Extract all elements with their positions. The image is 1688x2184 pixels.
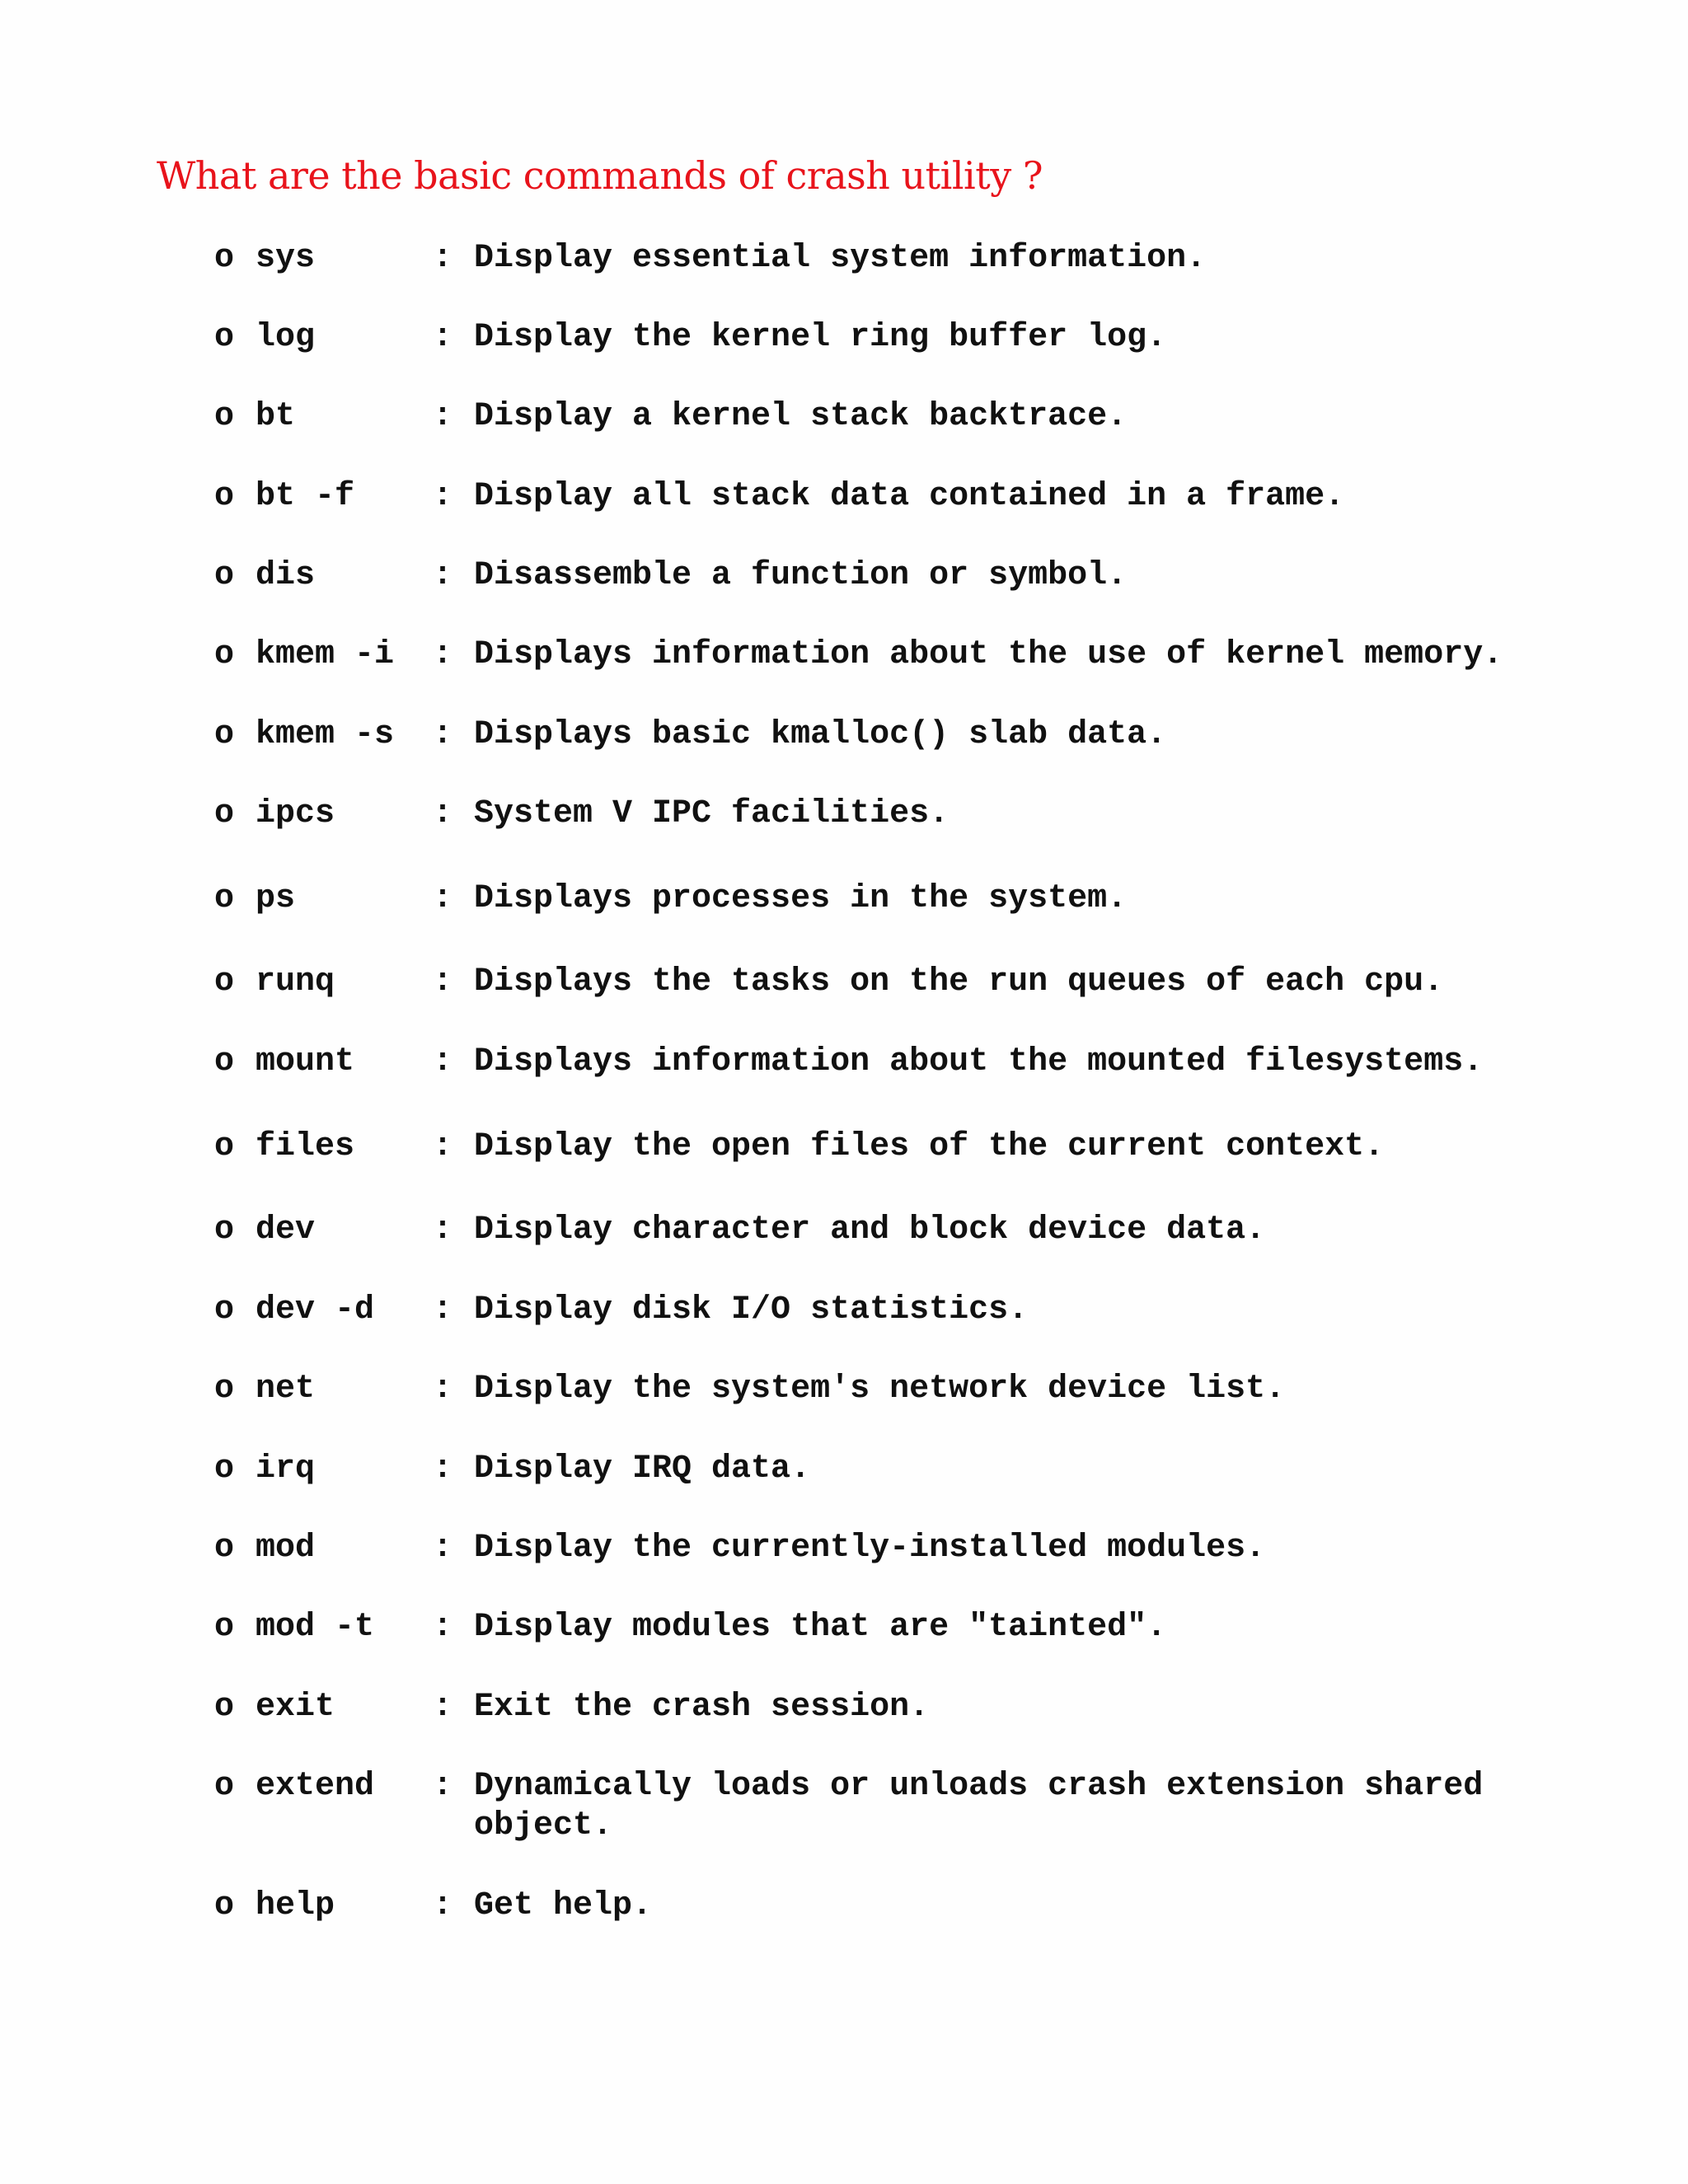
command-description: Displays the tasks on the run queues of each cpu. bbox=[474, 963, 1444, 1001]
command-name: log bbox=[256, 319, 316, 356]
command-description: Display the system's network device list. bbox=[474, 1371, 1286, 1408]
bullet-marker: o bbox=[214, 1212, 235, 1249]
command-name: dev -d bbox=[256, 1291, 375, 1329]
separator: : bbox=[433, 1451, 453, 1488]
command-name: mount bbox=[256, 1043, 355, 1080]
bullet-marker: o bbox=[214, 1128, 235, 1165]
separator: : bbox=[433, 636, 453, 673]
bullet-marker: o bbox=[214, 795, 235, 832]
separator: : bbox=[433, 319, 453, 356]
bullet-marker: o bbox=[214, 1689, 235, 1726]
bullet-marker: o bbox=[214, 636, 235, 673]
separator: : bbox=[433, 880, 453, 917]
command-name: mod -t bbox=[256, 1609, 375, 1646]
command-description: Display the currently-installed modules. bbox=[474, 1530, 1266, 1567]
separator: : bbox=[433, 716, 453, 753]
separator: : bbox=[433, 1291, 453, 1329]
bullet-marker: o bbox=[214, 1371, 235, 1408]
command-name: bt -f bbox=[256, 478, 355, 515]
command-name: dev bbox=[256, 1212, 316, 1249]
separator: : bbox=[433, 963, 453, 1001]
command-name: mod bbox=[256, 1530, 316, 1567]
bullet-marker: o bbox=[214, 1291, 235, 1329]
command-description: Displays processes in the system. bbox=[474, 880, 1128, 917]
command-name: ps bbox=[256, 880, 296, 917]
bullet-marker: o bbox=[214, 1451, 235, 1488]
command-name: files bbox=[256, 1128, 355, 1165]
command-description: Display all stack data contained in a frame. bbox=[474, 478, 1345, 515]
command-name: kmem -s bbox=[256, 716, 395, 753]
command-name: irq bbox=[256, 1451, 316, 1488]
bullet-marker: o bbox=[214, 1043, 235, 1080]
separator: : bbox=[433, 557, 453, 594]
command-name: extend bbox=[256, 1768, 375, 1805]
bullet-marker: o bbox=[214, 319, 235, 356]
bullet-marker: o bbox=[214, 478, 235, 515]
command-description: Display a kernel stack backtrace. bbox=[474, 398, 1128, 435]
bullet-marker: o bbox=[214, 1887, 235, 1924]
command-name: kmem -i bbox=[256, 636, 395, 673]
command-description: Display disk I/O statistics. bbox=[474, 1291, 1029, 1329]
separator: : bbox=[433, 1887, 453, 1924]
separator: : bbox=[433, 398, 453, 435]
separator: : bbox=[433, 1689, 453, 1726]
command-description: Displays information about the use of kernel memory. bbox=[474, 636, 1503, 673]
separator: : bbox=[433, 1043, 453, 1080]
command-name: sys bbox=[256, 240, 316, 277]
bullet-marker: o bbox=[214, 398, 235, 435]
separator: : bbox=[433, 240, 453, 277]
separator: : bbox=[433, 1128, 453, 1165]
command-description: Disassemble a function or symbol. bbox=[474, 557, 1128, 594]
separator: : bbox=[433, 1371, 453, 1408]
command-description: Display modules that are "tainted". bbox=[474, 1609, 1167, 1646]
command-name: exit bbox=[256, 1689, 335, 1726]
command-name: ipcs bbox=[256, 795, 335, 832]
command-name: bt bbox=[256, 398, 296, 435]
command-description: Display essential system information. bbox=[474, 240, 1207, 277]
bullet-marker: o bbox=[214, 963, 235, 1001]
command-description: Displays information about the mounted filesystems. bbox=[474, 1043, 1484, 1080]
command-description: Exit the crash session. bbox=[474, 1689, 930, 1726]
separator: : bbox=[433, 795, 453, 832]
separator: : bbox=[433, 1530, 453, 1567]
separator: : bbox=[433, 478, 453, 515]
bullet-marker: o bbox=[214, 1530, 235, 1567]
command-description: System V IPC facilities. bbox=[474, 795, 950, 832]
page-title: What are the basic commands of crash utility ? bbox=[157, 153, 1043, 198]
bullet-marker: o bbox=[214, 1768, 235, 1805]
separator: : bbox=[433, 1609, 453, 1646]
command-description: Get help. bbox=[474, 1887, 653, 1924]
bullet-marker: o bbox=[214, 716, 235, 753]
bullet-marker: o bbox=[214, 557, 235, 594]
command-description: Dynamically loads or unloads crash extension shared object. bbox=[474, 1768, 1484, 1844]
command-name: help bbox=[256, 1887, 335, 1924]
bullet-marker: o bbox=[214, 240, 235, 277]
command-description: Displays basic kmalloc() slab data. bbox=[474, 716, 1167, 753]
command-description: Display the open files of the current context. bbox=[474, 1128, 1385, 1165]
command-description: Display the kernel ring buffer log. bbox=[474, 319, 1167, 356]
command-name: dis bbox=[256, 557, 316, 594]
separator: : bbox=[433, 1768, 453, 1805]
bullet-marker: o bbox=[214, 1609, 235, 1646]
command-description: Display character and block device data. bbox=[474, 1212, 1266, 1249]
command-name: net bbox=[256, 1371, 316, 1408]
command-name: runq bbox=[256, 963, 335, 1001]
separator: : bbox=[433, 1212, 453, 1249]
bullet-marker: o bbox=[214, 880, 235, 917]
command-description: Display IRQ data. bbox=[474, 1451, 811, 1488]
